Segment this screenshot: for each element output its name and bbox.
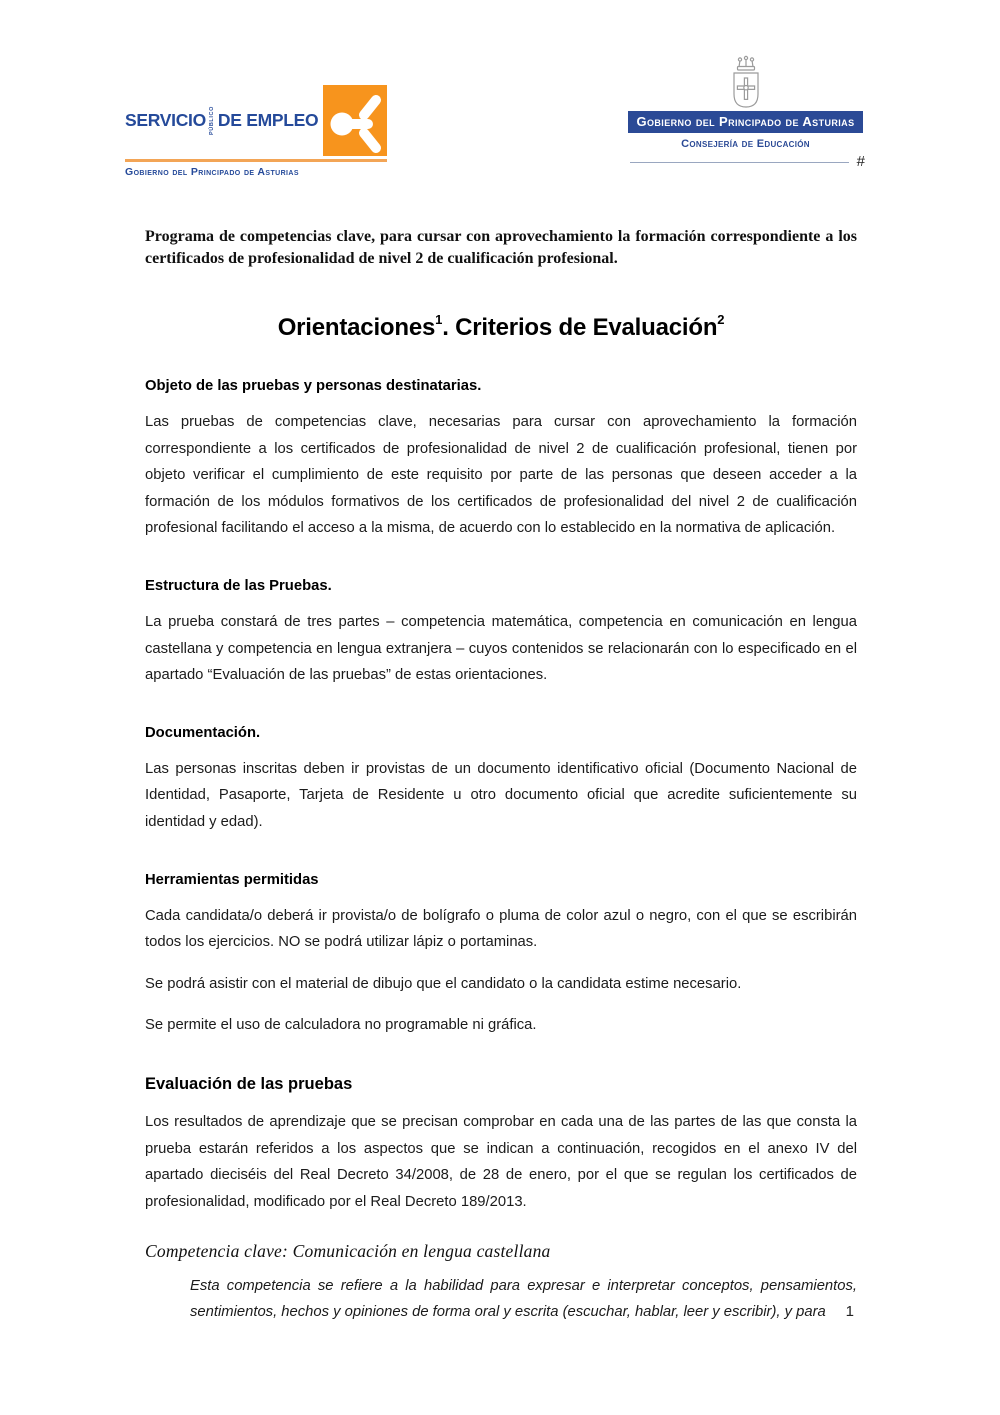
document-body	[145, 226, 857, 1325]
consejeria-caption: Consejería de Educación	[681, 138, 810, 150]
section-paragraph: Las personas inscritas deben ir provistas de un documento identificativo oficial (Documento Nacional de Identidad, Pasaporte, Tarjeta de Residente u otro documento oficial que acredite suficientemente su identidad y edad).	[145, 760, 857, 830]
hash-mark: #	[856, 153, 865, 170]
footnote-ref-1: 1	[435, 312, 443, 327]
section-heading-herramientas: Herramientas permitidas	[145, 871, 319, 888]
orange-divider	[125, 159, 387, 162]
section-paragraph: Se podrá asistir con el material de dibujo que el candidato o la candidata estime necesario.	[145, 975, 742, 992]
employment-service-logo	[125, 84, 387, 178]
wordmark-servicio: SERVICIO	[125, 110, 206, 130]
page-title	[145, 314, 857, 342]
title-part2: . Criterios de Evaluación	[442, 314, 718, 341]
wordmark-de-empleo: DE EMPLEO	[217, 110, 319, 130]
section-heading-estructura: Estructura de las Pruebas.	[145, 577, 332, 594]
competencia-heading: Competencia clave: Comunicación en lengua castellana	[145, 1241, 551, 1262]
wordmark-publico-vertical: PÚBLICO	[208, 106, 215, 135]
section-heading-objeto: Objeto de las pruebas y personas destinatarias.	[145, 378, 482, 394]
employment-service-logo-row	[125, 84, 387, 157]
section-paragraph: Se permite el uso de calculadora no programable ni gráfica.	[145, 1017, 537, 1034]
competencia-paragraph: Esta competencia se refiere a la habilidad para expresar e interpretar conceptos, pensamientos, sentimientos, hechos y opiniones de forma oral y escrita (escuchar, hablar, leer y escribir), y para	[190, 1278, 857, 1320]
section-heading-evaluacion: Evaluación de las pruebas	[145, 1074, 353, 1093]
government-name-bar: Gobierno del Principado de Asturias	[628, 111, 863, 133]
section-competencia-clave	[145, 1241, 857, 1325]
section-paragraph: Las pruebas de competencias clave, necesarias para cursar con aprovechamiento la formación correspondiente a los certificados de profesionalidad de nivel 2 de cualificación profesional, tienen por objeto verificar el cumplimiento de este requisito por parte de las personas que deseen acceder a la formación de los módulos formativos de los certificados de profesionalidad del nivel 2 de cualificación profesional facilitando el acceso a la misma, de acuerdo con lo establecido en la normativa de aplicación.	[145, 414, 857, 537]
left-logo-government-caption: Gobierno del Principado de Asturias	[125, 165, 299, 178]
section-estructura	[145, 578, 857, 689]
title-part1: Orientaciones	[277, 314, 436, 341]
section-paragraph: Cada candidata/o deberá ir provista/o de bolígrafo o pluma de color azul o negro, con el que se escribirán todos los ejercicios. NO se podrá utilizar lápiz o portaminas.	[145, 907, 857, 951]
section-evaluacion	[145, 1075, 857, 1215]
section-herramientas	[145, 872, 857, 1039]
section-objeto	[145, 378, 857, 542]
asturias-government-logo	[628, 55, 865, 170]
header-divider-line	[630, 162, 849, 163]
section-paragraph: Los resultados de aprendizaje que se precisan comprobar en cada una de las partes de las que consta la prueba estarán referidos a los aspectos que se indican a continuación, recogidos en el anexo IV del apartado dieciséis del Real Decreto 34/2008, de 28 de enero, por el que se regulan los certificados de profesionalidad, modificado por el Real Decreto 189/2013.	[145, 1113, 857, 1210]
section-paragraph: La prueba constará de tres partes – competencia matemática, competencia en comunicación en lengua castellana y competencia en lengua extranjera – cuyos contenidos se relacionarán con lo especificado en el apartado “Evaluación de las pruebas” de estas orientaciones.	[145, 613, 857, 684]
section-documentacion	[145, 725, 857, 836]
section-heading-documentacion: Documentación.	[145, 724, 261, 741]
employment-service-wordmark	[125, 104, 318, 138]
header-rule-row	[628, 150, 865, 170]
page-number: 1	[845, 1303, 854, 1320]
footnote-ref-2: 2	[717, 312, 725, 327]
intro-paragraph: Programa de competencias clave, para cursar con aprovechamiento la formación correspondiente a los certificados de profesionalidad de nivel 2 de cualificación profesional.	[145, 228, 857, 267]
asturias-coat-of-arms-icon	[628, 55, 863, 111]
employment-service-figure-icon	[323, 85, 387, 156]
